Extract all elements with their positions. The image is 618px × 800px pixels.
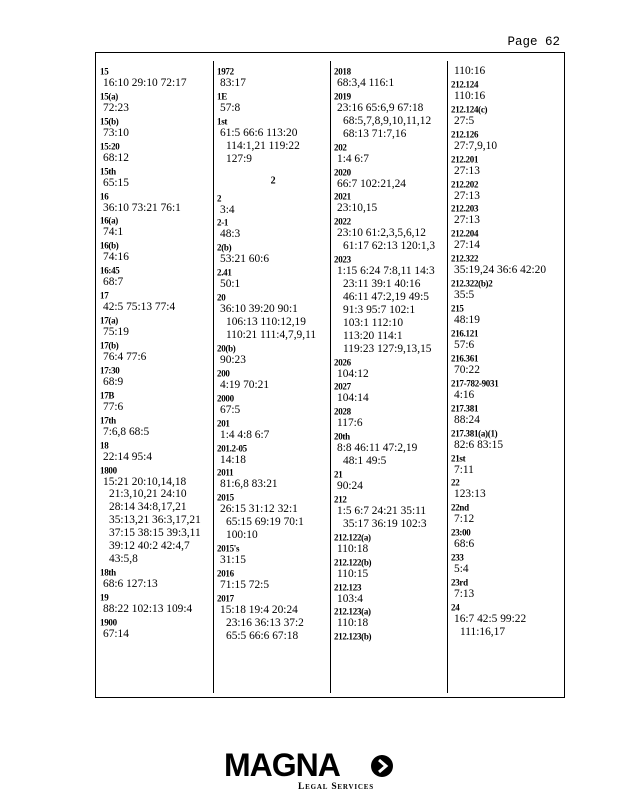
index-term: 23:00 xyxy=(451,527,471,538)
index-entry xyxy=(451,377,563,402)
index-term: 23rd xyxy=(451,577,468,588)
index-entry xyxy=(451,277,563,302)
index-term: 217.381(a)(1) xyxy=(451,427,498,439)
index-term: 2016 xyxy=(217,567,234,579)
index-entry xyxy=(100,439,212,464)
index-entry xyxy=(334,65,446,90)
page-line-reference: 36:10 39:20 90:1 xyxy=(220,303,298,316)
page-line-reference: 50:1 xyxy=(220,278,241,291)
page-line-reference: 27:5 xyxy=(454,114,475,127)
index-entry xyxy=(217,65,329,90)
page-line-reference: 72:23 xyxy=(103,101,129,114)
index-term: 15th xyxy=(100,165,116,177)
index-entry xyxy=(100,165,212,190)
index-entry xyxy=(334,141,446,166)
page-line-reference: 27:13 xyxy=(454,189,480,202)
index-entry xyxy=(451,78,563,103)
page-line-reference: 1:4 6:7 xyxy=(337,152,369,165)
index-entry xyxy=(451,227,563,252)
index-term: 1800 xyxy=(100,464,117,476)
page-line-reference: 67:14 xyxy=(103,627,129,640)
index-term: 17 xyxy=(100,290,109,301)
index-entry xyxy=(451,252,563,277)
page-line-reference: 23:10 61:2,3,5,6,12 xyxy=(337,227,426,240)
page-line-reference: 65:5 66:6 67:18 xyxy=(226,629,299,642)
index-term: 17(a) xyxy=(100,315,118,326)
index-term: 2028 xyxy=(334,406,351,417)
index-entry xyxy=(217,367,329,392)
logo-wordmark: MAGNA xyxy=(224,747,340,783)
index-entry xyxy=(100,190,212,215)
index-term: 16 xyxy=(100,190,109,202)
page-line-reference: 119:23 127:9,13,15 xyxy=(343,342,432,355)
page-line-reference: 77:6 xyxy=(103,400,124,413)
index-entry xyxy=(334,430,446,468)
index-entry xyxy=(451,452,563,477)
column-divider xyxy=(213,61,214,693)
index-term: 24 xyxy=(451,601,460,613)
page-line-reference: 104:12 xyxy=(337,367,369,380)
page-line-reference: 37:15 38:15 39:3,11 xyxy=(109,527,201,540)
index-entry xyxy=(451,103,563,128)
index-entry xyxy=(451,427,563,452)
page-line-reference: 104:14 xyxy=(337,392,369,405)
index-column-3 xyxy=(334,65,446,697)
index-entry xyxy=(451,352,563,377)
index-entry xyxy=(334,253,446,355)
index-term: 212.204 xyxy=(451,228,479,239)
index-entry xyxy=(100,339,212,364)
index-entry xyxy=(451,601,563,639)
page-line-reference: 42:5 75:13 77:4 xyxy=(103,301,176,314)
page-line-reference: 8:8 46:11 47:2,19 xyxy=(337,442,418,455)
index-entry xyxy=(334,605,446,630)
page-line-reference: 1:4 4:8 6:7 xyxy=(220,428,270,441)
page-line-reference: 15:18 19:4 20:24 xyxy=(220,603,298,616)
page-line-reference: 4:16 xyxy=(454,388,475,401)
index-entry xyxy=(334,630,446,642)
index-term: 17B xyxy=(100,389,115,401)
index-entry xyxy=(451,153,563,178)
page-line-reference: 23:10,15 xyxy=(337,202,378,215)
index-term: 15 xyxy=(100,66,109,77)
index-entry xyxy=(217,491,329,542)
index-entry xyxy=(451,551,563,576)
page-line-reference: 88:24 xyxy=(454,413,480,426)
index-entry xyxy=(451,476,563,501)
page-line-reference: 68:6 127:13 xyxy=(103,577,158,590)
index-entry xyxy=(451,202,563,227)
page-line-reference: 53:21 60:6 xyxy=(220,253,270,266)
index-entry xyxy=(217,266,329,291)
page-line-reference: 90:24 xyxy=(337,480,363,493)
index-entry xyxy=(451,65,563,78)
page-line-reference: 123:13 xyxy=(454,488,486,501)
index-term: 1972 xyxy=(217,66,234,77)
index-term: 212.123(b) xyxy=(334,631,372,642)
page-line-reference: 7:13 xyxy=(454,588,475,601)
index-entry xyxy=(334,493,446,531)
page-line-reference: 90:23 xyxy=(220,353,246,366)
index-entry xyxy=(334,90,446,141)
index-term: 2020 xyxy=(334,166,351,178)
page-line-reference: 5:4 xyxy=(454,563,469,576)
page-line-reference: 70:22 xyxy=(454,363,480,376)
index-entry xyxy=(451,178,563,203)
index-term: 212.322 xyxy=(451,253,479,264)
index-term: 18 xyxy=(100,439,109,451)
index-entry xyxy=(100,364,212,389)
index-term: 217.381 xyxy=(451,402,479,414)
index-entry xyxy=(334,166,446,191)
column-divider xyxy=(447,61,448,693)
index-entry xyxy=(334,556,446,581)
index-term: 2022 xyxy=(334,216,351,227)
index-term: 201 xyxy=(217,417,230,429)
index-entry xyxy=(217,192,329,217)
page-line-reference: 68:13 71:7,16 xyxy=(343,127,407,140)
index-entry xyxy=(100,414,212,439)
index-term: 217-782-9031 xyxy=(451,377,499,389)
magna-logo xyxy=(224,748,394,793)
page-line-reference: 7:12 xyxy=(454,513,475,526)
index-term: 2027 xyxy=(334,381,351,392)
index-entry xyxy=(217,542,329,567)
page-line-reference: 1:5 6:7 24:21 35:11 xyxy=(337,504,427,517)
index-term: 2000 xyxy=(217,392,234,404)
index-term: 22nd xyxy=(451,502,469,513)
index-entry xyxy=(217,342,329,367)
page-line-reference: 1:15 6:24 7:8,11 14:3 xyxy=(337,265,435,278)
index-entry xyxy=(334,405,446,430)
page-line-reference: 65:15 xyxy=(103,176,129,189)
page-line-reference: 68:9 xyxy=(103,375,124,388)
index-entry xyxy=(334,531,446,556)
page-line-reference: 106:13 110:12,19 xyxy=(226,316,306,329)
index-term: 17th xyxy=(100,414,116,426)
page-line-reference: 111:16,17 xyxy=(460,625,506,638)
index-term: 212.203 xyxy=(451,203,479,214)
page-line-reference: 26:15 31:12 32:1 xyxy=(220,503,298,516)
index-term: 21 xyxy=(334,469,343,480)
index-term: 1E xyxy=(217,90,227,102)
page-line-reference: 110:18 xyxy=(337,617,369,630)
page-line-reference: 74:16 xyxy=(103,251,129,264)
page-line-reference: 7:6,8 68:5 xyxy=(103,425,150,438)
index-entry xyxy=(100,264,212,289)
index-term: 212 xyxy=(334,493,347,505)
index-term: 200 xyxy=(217,367,230,379)
page-line-reference: 110:16 xyxy=(454,89,486,102)
index-term: 212.202 xyxy=(451,178,479,190)
page-line-reference: 67:5 xyxy=(220,403,241,416)
index-term: 15:20 xyxy=(100,140,120,152)
index-column-2 xyxy=(217,65,329,697)
page-line-reference: 100:10 xyxy=(226,529,258,542)
page-line-reference: 110:18 xyxy=(337,542,369,555)
page-line-reference: 23:11 39:1 40:16 xyxy=(343,278,421,291)
page-line-reference: 81:6,8 83:21 xyxy=(220,478,278,491)
page-line-reference: 15:21 20:10,14,18 xyxy=(103,475,187,488)
index-term: 17(b) xyxy=(100,340,119,351)
page-line-reference: 35:5 xyxy=(454,289,475,302)
index-entry xyxy=(217,567,329,592)
index-entry xyxy=(100,591,212,616)
page-line-reference: 48:3 xyxy=(220,228,241,241)
column-divider xyxy=(330,61,331,693)
index-term: 2018 xyxy=(334,66,351,77)
index-entry xyxy=(217,291,329,342)
page-line-reference: 27:13 xyxy=(454,164,480,177)
page-line-reference: 14:18 xyxy=(220,453,246,466)
index-term: 16:45 xyxy=(100,265,120,276)
index-entry xyxy=(334,581,446,606)
page-line-reference: 7:11 xyxy=(454,463,474,476)
page-number: Page 62 xyxy=(507,35,560,49)
page-line-reference: 103:4 xyxy=(337,592,363,605)
index-term: 212.122(b) xyxy=(334,556,372,568)
page-line-reference: 31:15 xyxy=(220,554,246,567)
page-line-reference: 110:16 xyxy=(454,65,486,77)
page-line-reference: 57:6 xyxy=(454,338,475,351)
index-frame xyxy=(95,52,565,698)
index-term: 212.126 xyxy=(451,128,479,140)
page-line-reference: 35:19,24 36:6 42:20 xyxy=(454,264,547,277)
page-line-reference: 4:19 70:21 xyxy=(220,378,270,391)
page-line-reference: 35:17 36:19 102:3 xyxy=(343,517,427,530)
index-term: 15(b) xyxy=(100,115,119,127)
index-term: 2026 xyxy=(334,356,351,368)
page-line-reference: 68:5,7,8,9,10,11,12 xyxy=(343,114,432,127)
page-line-reference: 39:12 40:2 42:4,7 xyxy=(109,540,190,553)
index-entry xyxy=(100,214,212,239)
index-term: 2-1 xyxy=(217,217,229,228)
index-entry xyxy=(100,140,212,165)
index-term: 201.2-05 xyxy=(217,442,247,454)
index-entry xyxy=(100,289,212,314)
index-term: 212.124(c) xyxy=(451,103,488,115)
index-entry xyxy=(100,566,212,591)
page-line-reference: 35:13,21 36:3,17,21 xyxy=(109,514,201,527)
page-line-reference: 27:13 xyxy=(454,214,480,227)
index-term: 216.121 xyxy=(451,328,479,339)
page-line-reference: 3:4 xyxy=(220,203,235,216)
index-term: 2 xyxy=(217,192,222,204)
index-entry xyxy=(100,115,212,140)
index-entry xyxy=(334,468,446,493)
index-term: 21st xyxy=(451,452,466,464)
page-line-reference: 28:14 34:8,17,21 xyxy=(109,501,187,514)
page-line-reference: 71:15 72:5 xyxy=(220,578,270,591)
index-term: 212.124 xyxy=(451,78,479,90)
index-entry xyxy=(217,417,329,442)
index-entry xyxy=(100,464,212,566)
index-term: 22 xyxy=(451,477,460,488)
page-line-reference: 117:6 xyxy=(337,417,363,430)
index-entry xyxy=(217,466,329,491)
page-line-reference: 65:15 69:19 70:1 xyxy=(226,516,304,529)
index-term: 212.322(b)2 xyxy=(451,278,493,289)
index-term: 212.122(a) xyxy=(334,531,371,543)
index-entry xyxy=(451,302,563,327)
index-term: 2017 xyxy=(217,592,234,604)
page-line-reference: 110:21 111:4,7,9,11 xyxy=(226,328,317,341)
page-line-reference: 46:11 47:2,19 49:5 xyxy=(343,290,429,303)
index-term: 2019 xyxy=(334,90,351,102)
index-entry xyxy=(217,592,329,643)
index-term: 15(a) xyxy=(100,90,118,102)
index-term: 233 xyxy=(451,552,464,563)
index-term: 19 xyxy=(100,591,109,603)
index-term: 2(b) xyxy=(217,242,232,253)
index-term: 2 xyxy=(270,174,276,187)
page-line-reference: 36:10 73:21 76:1 xyxy=(103,201,181,214)
page-line-reference: 76:4 77:6 xyxy=(103,350,147,363)
index-term: 16(a) xyxy=(100,215,118,226)
page-line-reference: 48:19 xyxy=(454,314,480,327)
page-line-reference: 21:3,10,21 24:10 xyxy=(109,488,187,501)
index-entry xyxy=(100,314,212,339)
index-term: 212.201 xyxy=(451,153,479,165)
page-line-reference: 113:20 114:1 xyxy=(343,329,403,342)
page-line-reference: 22:14 95:4 xyxy=(103,450,153,463)
index-term: 2.41 xyxy=(217,267,232,278)
index-term: 1900 xyxy=(100,616,117,628)
index-term: 2023 xyxy=(334,254,351,265)
page-line-reference: 110:15 xyxy=(337,567,369,580)
logo-subtitle: Legal Services xyxy=(298,782,374,792)
page-line-reference: 48:1 49:5 xyxy=(343,455,387,468)
index-term: 216.361 xyxy=(451,352,479,364)
index-term: 202 xyxy=(334,141,347,153)
index-term: 20 xyxy=(217,292,226,303)
page-line-reference: 68:6 xyxy=(454,538,475,551)
index-term: 2015 xyxy=(217,492,234,503)
page-line-reference: 82:6 83:15 xyxy=(454,438,504,451)
index-entry xyxy=(100,616,212,641)
page-line-reference: 68:12 xyxy=(103,151,129,164)
index-column-1 xyxy=(100,65,212,697)
page-line-reference: 68:3,4 116:1 xyxy=(337,77,395,89)
page-line-reference: 16:10 29:10 72:17 xyxy=(103,77,187,89)
page-line-reference: 23:16 65:6,9 67:18 xyxy=(337,101,424,114)
index-term: 20(b) xyxy=(217,342,236,354)
index-entry xyxy=(100,389,212,414)
page-line-reference: 27:7,9,10 xyxy=(454,139,498,152)
index-entry xyxy=(451,526,563,551)
page-line-reference: 61:17 62:13 120:1,3 xyxy=(343,240,436,253)
index-column-4 xyxy=(451,65,563,697)
index-term: 215 xyxy=(451,303,464,314)
page-line-reference: 61:5 66:6 113:20 xyxy=(220,126,298,139)
page-line-reference: 127:9 xyxy=(226,152,252,165)
page-line-reference: 91:3 95:7 102:1 xyxy=(343,303,416,316)
index-entry xyxy=(217,241,329,266)
page-line-reference: 74:1 xyxy=(103,226,124,239)
page-line-reference: 75:19 xyxy=(103,326,129,339)
index-entry xyxy=(334,190,446,215)
page-line-reference: 23:16 36:13 37:2 xyxy=(226,616,304,629)
index-term: 2021 xyxy=(334,191,351,202)
page-line-reference: 57:8 xyxy=(220,101,241,114)
index-entry xyxy=(217,115,329,166)
index-term: 212.123(a) xyxy=(334,606,371,618)
index-entry xyxy=(451,128,563,153)
page-line-reference: 83:17 xyxy=(220,77,246,89)
index-entry xyxy=(451,327,563,352)
index-term: 2011 xyxy=(217,467,234,478)
page-line-reference: 88:22 102:13 109:4 xyxy=(103,602,193,615)
page-line-reference: 114:1,21 119:22 xyxy=(226,139,300,152)
page-line-reference: 68:7 xyxy=(103,276,124,289)
index-entry xyxy=(100,90,212,115)
index-term: 1st xyxy=(217,115,228,127)
index-entry xyxy=(334,380,446,405)
index-term: 2015's xyxy=(217,543,240,554)
index-entry xyxy=(100,65,212,90)
index-entry xyxy=(217,174,329,188)
index-entry xyxy=(451,501,563,526)
page-line-reference: 66:7 102:21,24 xyxy=(337,177,406,190)
page-line-reference: 73:10 xyxy=(103,126,129,139)
page-line-reference: 27:14 xyxy=(454,239,480,252)
index-entry xyxy=(217,442,329,467)
index-entry xyxy=(451,402,563,427)
index-term: 17:30 xyxy=(100,364,120,376)
index-entry xyxy=(217,216,329,241)
page-line-reference: 103:1 112:10 xyxy=(343,316,404,329)
index-term: 18th xyxy=(100,566,116,578)
index-term: 212.123 xyxy=(334,581,362,593)
index-entry xyxy=(334,356,446,381)
index-term: 20th xyxy=(334,431,350,442)
index-entry xyxy=(451,576,563,601)
arrow-circle-icon xyxy=(370,754,394,778)
index-entry xyxy=(217,392,329,417)
page-line-reference: 43:5,8 xyxy=(109,552,138,565)
index-entry xyxy=(100,239,212,264)
index-term: 16(b) xyxy=(100,240,119,251)
index-entry xyxy=(217,90,329,115)
page-line-reference: 16:7 42:5 99:22 xyxy=(454,612,527,625)
index-entry xyxy=(334,215,446,253)
